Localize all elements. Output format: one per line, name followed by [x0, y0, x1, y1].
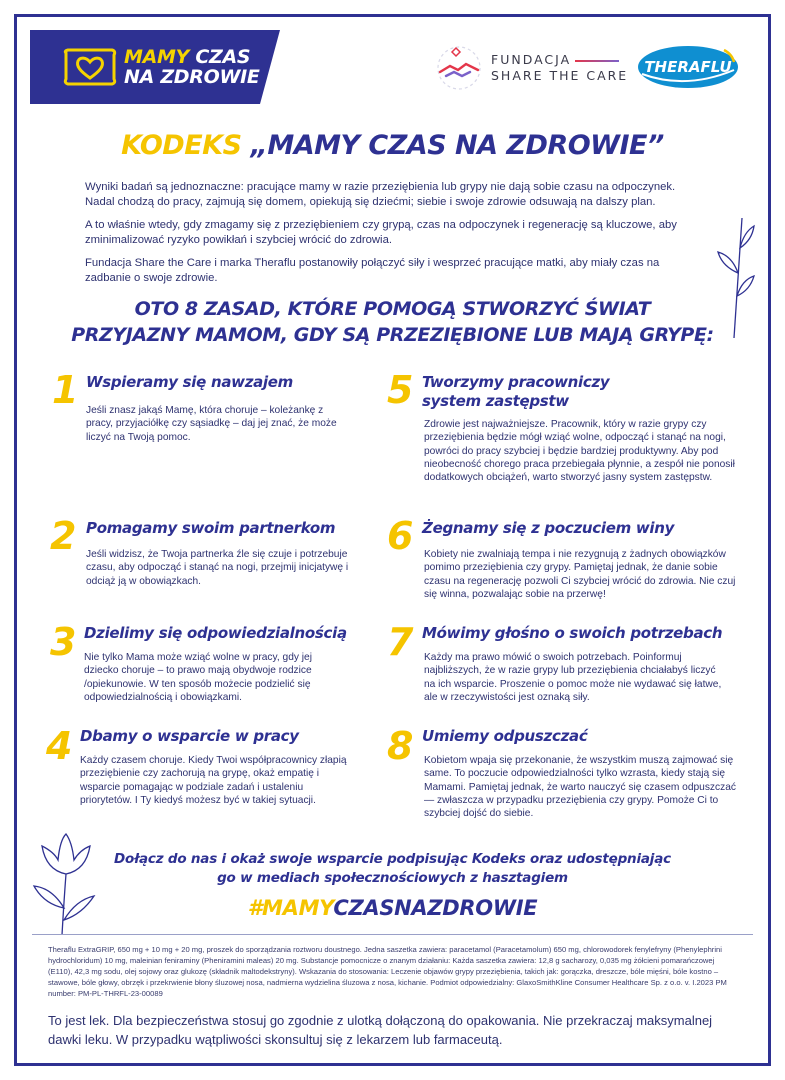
foundation-name: SHARE THE CARE: [491, 68, 629, 83]
divider: [32, 934, 753, 935]
rule-heading: Umiemy odpuszczać: [422, 727, 588, 745]
logo-word-mamy: MAMY: [124, 46, 190, 68]
intro-paragraph: Wyniki badań są jednoznaczne: pracujące mamy w razie przeziębienia lub grypy nie dają sobie czasu na odpoczynek. Nadal chodzą do pracy, zajmują się domem, opiekują się dziećmi; siebie i swoje zdrowie odsuwają na dalszy plan.: [85, 181, 676, 208]
call-to-action: [0, 850, 785, 888]
rule-number: 8: [387, 724, 414, 768]
hashtag-mamy: #MAMY: [247, 896, 334, 920]
rule-number: 3: [50, 620, 77, 664]
cta-line1: Dołącz do nas i okaż swoje wsparcie podpisując Kodeks oraz udostępniając: [114, 851, 671, 867]
rule-body: Zdrowie jest najważniejsze. Pracownik, który w razie grypy czy przeziębienia będzie mógł wziąć wolne, odpocząć i stanąć na nogi, powróci do pracy szybciej i będzie bardziej produktywny. Aby pod nieobecność chorego praca przebiegała płynnie, a zespół nie ponosił dodatkowych obciążeń, warto stworzyć jasny system zastępstw.: [424, 419, 735, 484]
cta-line2: go w mediach społecznościowych z hasztagiem: [217, 870, 568, 886]
theraflu-logo: [636, 44, 740, 90]
rule-heading: Mówimy głośno o swoich potrzebach: [422, 624, 723, 642]
theraflu-wordmark: THERAFLU: [644, 58, 732, 76]
rule-number: 4: [46, 724, 73, 768]
foundation-logo: [491, 52, 628, 84]
rule-heading: Tworzymy pracowniczy system zastępstw: [422, 373, 610, 410]
rule-number: 2: [50, 514, 77, 558]
foundation-bar: [575, 60, 619, 62]
rule-number: 1: [52, 368, 79, 412]
hashtag: [0, 896, 785, 920]
title-campaign: „MAMY CZAS NA ZDROWIE”: [250, 130, 664, 161]
rules-heading: [0, 296, 785, 348]
rule-body: Każdy ma prawo mówić o swoich potrzebach. Poinformuj najbliższych, że w razie grypy lub przeziębienia chciałabyś liczyć na ich wsparcie. Proszenie o pomoc może nie wydawać się łatwe, ale w rzeczywistości jest oznaką siły.: [424, 652, 722, 703]
rule-body: Jeśli znasz jakąś Mamę, która choruje – koleżankę z pracy, przyjaciółkę czy sąsiadkę – daj jej znać, że może liczyć na Twoją pomoc.: [86, 405, 337, 443]
heart-pillow-icon: [62, 47, 118, 87]
intro-paragraph: A to właśnie wtedy, gdy zmagamy się z przeziębieniem czy grypą, czas na odpoczynek i regenerację są kluczowe, aby zminimalizować ryzyko powikłań i szybciej wrócić do zdrowia.: [85, 219, 677, 246]
intro-text: [85, 180, 697, 294]
rule-heading: Dbamy o wsparcie w pracy: [80, 727, 299, 745]
rule-body: Nie tylko Mama może wziąć wolne w pracy, gdy jej dziecko choruje – to prawo mają obydwoje rodzice /opiekunowie. W ten sposób możecie podzielić się odpowiedzialnością i obowiązkami.: [84, 652, 312, 703]
rule-heading: Żegnamy się z poczuciem winy: [422, 519, 675, 537]
foundation-label: FUNDACJA: [491, 52, 572, 67]
flower-decoration-icon: [712, 218, 756, 338]
page-title: [0, 130, 785, 161]
campaign-logo: [124, 47, 260, 87]
handshake-icon: [432, 42, 486, 92]
rule-heading: Pomagamy swoim partnerkom: [86, 519, 336, 537]
rule-body: Każdy czasem choruje. Kiedy Twoi współpracownicy złapią przeziębienie czy zachorują na grypę, okaż empatię i wsparcie pomagając w podziale zadań i ustaleniu priorytetów. I Ty kiedyś możesz być w takiej sytuacji.: [80, 755, 347, 806]
rule-body: Kobietom wpaja się przekonanie, że wszystkim muszą zajmować się same. To poczucie odpowiedzialności tylko wzrasta, kiedy stają się Mamami. Pamiętaj jednak, że warto nauczyć się czasem odpuszczać — zwłaszcza w przypadku przeziębienia czy grypy. Pomoże Ci to szybciej dojść do siebie.: [424, 755, 736, 820]
logo-line-2: NA ZDROWIE: [124, 66, 260, 88]
rule-heading: Wspieramy się nawzajem: [86, 373, 293, 391]
rule-number: 5: [387, 368, 414, 412]
logo-word-czas: CZAS: [195, 46, 251, 68]
medicine-warning: To jest lek. Dla bezpieczeństwa stosuj go zgodnie z ulotką dołączoną do opakowania. Nie przekraczaj maksymalnej dawki leku. W przypadku wątpliwości skonsultuj się z lekarzem lub farmaceutą.: [48, 1013, 713, 1047]
rules-heading-line2: PRZYJAZNY MAMOM, GDY SĄ PRZEZIĘBIONE LUB MAJĄ GRYPĘ:: [71, 324, 714, 346]
rule-body: Kobiety nie zwalniają tempa i nie rezygnują z żadnych obowiązków pomimo przeziębienia czy grypy. Pamiętaj jednak, że danie sobie czasu na regenerację pozwoli Ci szybciej wrócić do zdrowia. Nie czuj się winna, pozwalając sobie na przerwę!: [424, 549, 736, 600]
rule-body: Jeśli widzisz, że Twoja partnerka źle się czuje i potrzebuje czasu, aby odpocząć i stanąć na nogi, przejmij inicjatywę i odciąż ją w obowiązkach.: [86, 549, 349, 587]
legal-disclaimer: Theraflu ExtraGRIP, 650 mg + 10 mg + 20 mg, proszek do sporządzania roztworu doustnego. Jedna saszetka zawiera: paracetamol (Paracetamolum) 650 mg, chlorowodorek fenylefryny (Phenylephrini hydrochloridum) 10 mg, maleinian feniraminy (Pheniramini maleas) 20 mg. Substancje pomocnicze o znanym działaniu: Każda saszetka zawiera: 12,8 g sacharozy, 0,035 mg żółcieni pomarańczowej (E110), 42,3 mg sodu, olej sojowy oraz glukozę (składnik maltodekstryny). Wskazania do stosowania: Leczenie objawów grypy przeziębienia, takich jak: gorączka, dreszcze, bóle mięśni, bóle kostno – stawowe, bóle głowy, obrzęk i przekrwienie błony śluzowej nosa, nadmierna wydzielina śluzowa z nosa, kichanie. Podmiot odpowiedzialny: GlaxoSmithKline Consumer Healthcare Sp. z o.o. v. I.2023 PM number: PM-PL-THRFL-23-00089: [48, 945, 727, 998]
hashtag-rest: CZASNAZDROWIE: [333, 896, 538, 920]
rules-heading-line1: OTO 8 ZASAD, KTÓRE POMOGĄ STWORZYĆ ŚWIAT: [134, 298, 651, 320]
intro-paragraph: Fundacja Share the Care i marka Theraflu postanowiły połączyć siły i wesprzeć pracujące matki, aby miały czas na zadbanie o swoje zdrowie.: [85, 257, 660, 284]
title-kodeks: KODEKS: [121, 130, 242, 161]
rule-number: 7: [387, 620, 414, 664]
rule-heading: Dzielimy się odpowiedzialnością: [84, 624, 347, 642]
rule-number: 6: [387, 514, 414, 558]
